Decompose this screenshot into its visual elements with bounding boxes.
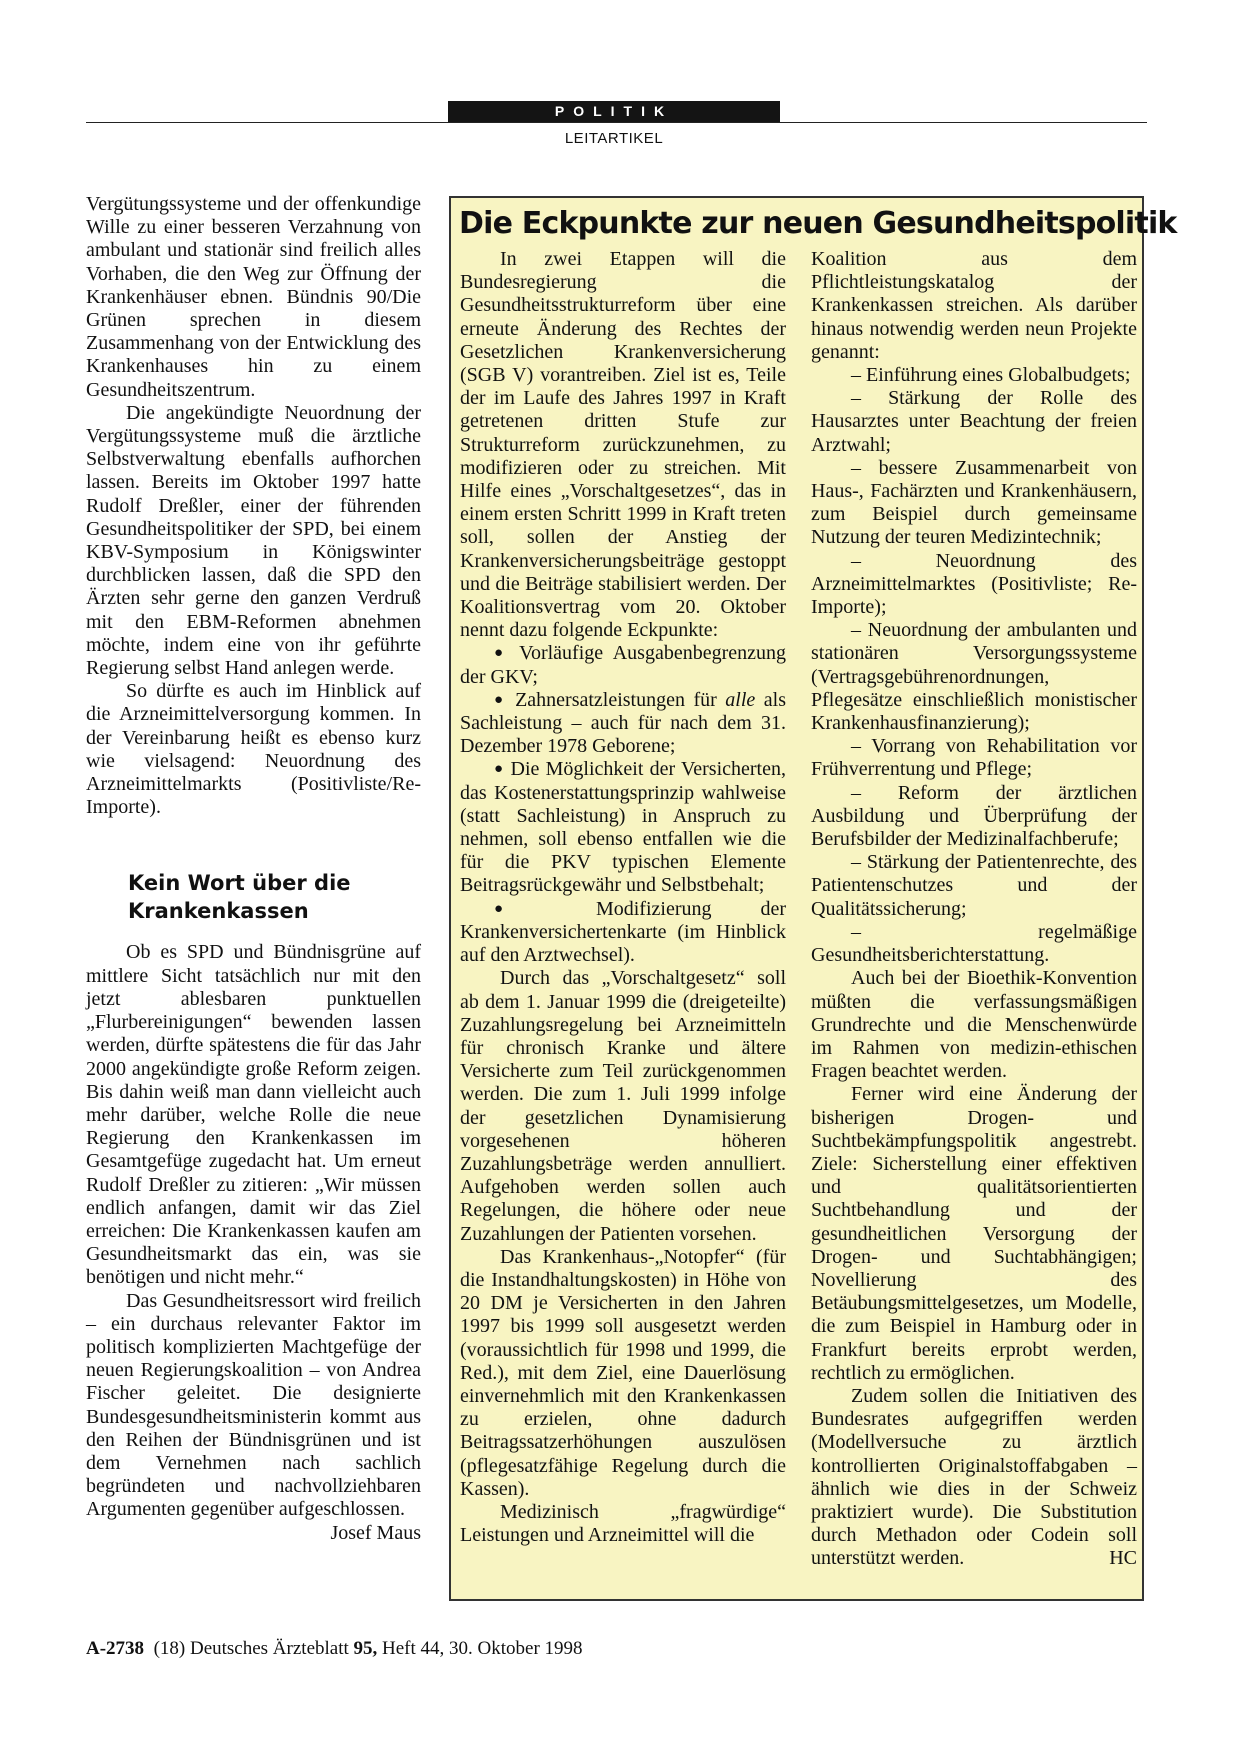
box-column-1: [460, 248, 786, 1547]
subheading-line: Krankenkassen: [128, 899, 309, 924]
page-footer: [86, 1638, 583, 1660]
bullet-text: als Sachleistung – auch für nach dem 31. Dezember 1978 Geborene;: [460, 688, 787, 758]
bullet-text: Vorläufige Ausgabenbegrenzung der GKV;: [460, 642, 786, 688]
box-paragraph: [811, 1385, 1137, 1571]
project-item: – Neuordnung der ambulanten und stationären Versorgungssysteme (Vertragsgebührenordnungen, Pflegesätze einschließlich monistischer Krankenhausfinanzierung);: [811, 619, 1137, 735]
paragraph-text: Das Gesundheitsressort wird freilich – ein durchaus relevanter Faktor im politisch komplizierten Machtgefüge der neuen Regierungskoalition – von Andrea Fischer geleitet. Die designierte Bundesgesundheitsministerin kommt aus den Reihen der Bündnisgrünen und ist dem Vernehmen nach sachlich begründeten und nachvollziehbaren Argumenten gegenüber aufgeschlossen.: [86, 1289, 421, 1521]
box-paragraph: In zwei Etappen will die Bundesregierung die Gesundheitsstrukturreform über eine erneute Änderung des Rechtes der Gesetzlichen Krankenversicherung (SGB V) vorantreiben. Ziel ist es, Teile der im Laufe des Jahres 1997 in Kraft getretenen dritten Stufe zur Strukturreform zurückzunehmen, zu modifizieren oder zu streichen. Mit Hilfe eines „Vorschaltgesetzes“, das in einem ersten Schritt 1999 in Kraft treten soll, sollen der Anstieg der Krankenversicherungsbeiträge gestoppt und die Beiträge stabilisiert werden. Der Koalitionsvertrag vom 20. Oktober nennt dazu folgende Eckpunkte:: [460, 248, 786, 642]
bullet-icon: ●: [494, 645, 509, 662]
bullet-item: [460, 758, 786, 897]
bullet-text: Die Möglichkeit der Versicherten, das Kostenerstattungsprinzip wahlweise (statt Sachleistung) in Anspruch zu nehmen, soll ebenso entfallen wie die für die PKV typischen Elemente Beitragsrückgewähr und Selbstbehalt;: [460, 758, 786, 897]
project-item: – bessere Zusammenarbeit von Haus-, Fachärzten und Krankenhäusern, zum Beispiel durch gemeinsame Nutzung der teuren Medizintechnik;: [811, 456, 1137, 549]
paragraph-text: Zudem sollen die Initiativen des Bundesrates aufgegriffen werden (Modellversuche zu ärztlich kontrollierten Originalstoffabgaben – ähnlich wie dies in der Schweiz praktiziert wurde). Die Substitution durch Methadon oder Codein soll unterstützt werden.: [811, 1384, 1137, 1570]
bullet-icon: ●: [494, 900, 548, 917]
box-paragraph: Koalition aus dem Pflichtleistungskatalog der Krankenkassen streichen. Als darüber hinaus notwendig werden neun Projekte genannt:: [811, 248, 1137, 363]
bullet-item: [460, 689, 786, 759]
subheading: [128, 869, 421, 925]
bullet-icon: ●: [494, 761, 505, 778]
subsection-label: LEITARTIKEL: [564, 130, 664, 147]
journal-citation: (18) Deutsches Ärzteblatt: [153, 1638, 354, 1659]
section-label: POLITIK: [448, 101, 780, 122]
left-column: [86, 193, 421, 1545]
box-paragraph: Durch das „Vorschaltgesetz“ soll ab dem 1. Januar 1999 die (dreigeteilte) Zuzahlungsregelung bei Arzneimitteln für chronisch Kranke und ältere Versicherte zum Teil zurückgenommen werden. Die zum 1. Juli 1999 infolge der gesetzlichen Dynamisierung vorgesehenen höheren Zuzahlungsbeträge werden annulliert. Aufgehoben werden sollen auch Regelungen, die höhere oder neue Zuzahlungen der Patienten vorsehen.: [460, 967, 786, 1245]
journal-issue-date: Heft 44, 30. Oktober 1998: [377, 1638, 583, 1659]
body-paragraph: [86, 1289, 421, 1544]
box-paragraph: Medizinisch „fragwürdige“ Leistungen und Arzneimittel will die: [460, 1500, 786, 1547]
author-name: Josef Maus: [330, 1521, 421, 1544]
body-paragraph: So dürfte es auch im Hinblick auf die Arzneimittelversorgung kommen. In der Vereinbarung heißt es ebenso kurz wie vielsagend: Neuordnung des Arzneimittelmarkts (Positivliste/Re-Importe).: [86, 680, 421, 819]
journal-volume: 95,: [353, 1638, 378, 1659]
emphasis-text: alle: [725, 688, 756, 711]
bullet-text: Modifizierung der Krankenversichertenkarte (im Hinblick auf den Arztwechsel).: [460, 897, 786, 967]
box-paragraph: Ferner wird eine Änderung der bisherigen Drogen- und Suchtbekämpfungspolitik angestrebt. Ziele: Sicherstellung einer effektiven und qualitätsorientierten Suchtbehandlung und der gesundheitlichen Versorgung der Drogen- und Suchtabhängigen; Novellierung des Betäubungsmittelgesetzes, um Modelle, die zum Beispiel in Hamburg oder in Frankfurt bereits erprobt werden, rechtlich zu ermöglichen.: [811, 1083, 1137, 1384]
bullet-text: Zahnersatzleistungen für: [515, 688, 726, 711]
bullet-item: [460, 642, 786, 688]
bullet-icon: ●: [494, 691, 507, 708]
body-paragraph: Ob es SPD und Bündnisgrüne auf mittlere Sicht tatsächlich nur mit den jetzt ablesbaren punktuellen „Flurbereinigungen“ bewenden lassen werden, dürfte spätestens die für das Jahr 2000 angekündigte große Reform zeigen. Bis dahin weiß man dann vielleicht auch mehr darüber, welche Rolle die neue Regierung den Krankenkassen im Gesamtgefüge zugedacht hat. Um erneut Rudolf Dreßler zu zitieren: „Wir müssen endlich anfangen, damit wir das Ziel erreichen: Die Krankenkassen kaufen am Gesundheitsmarkt das ein, was sie benötigen und nicht mehr.“: [86, 941, 421, 1289]
project-item: – regelmäßige Gesundheitsberichterstattung.: [811, 920, 1137, 967]
project-item: – Stärkung der Rolle des Hausarztes unter Beachtung der freien Arztwahl;: [811, 387, 1137, 456]
project-item: – Reform der ärztlichen Ausbildung und Überprüfung der Berufsbilder der Medizinalfachberufe;: [811, 781, 1137, 851]
project-item: – Stärkung der Patientenrechte, des Patientenschutzes und der Qualitätssicherung;: [811, 851, 1137, 920]
body-paragraph: Vergütungssysteme und der offenkundige Wille zu einer besseren Verzahnung von ambulant und stationär sind freilich alles Vorhaben, die den Weg zur Öffnung der Krankenhäuser ebnen. Bündnis 90/Die Grünen sprechen in diesem Zusammenhang von der Entwicklung des Krankenhauses hin zu einem Gesundheitszentrum.: [86, 193, 421, 401]
box-paragraph: Auch bei der Bioethik-Konvention müßten die verfassungsmäßigen Grundrechte und die Menschenwürde im Rahmen von medizin-ethischen Fragen beachtet werden.: [811, 967, 1137, 1083]
body-paragraph: Die angekündigte Neuordnung der Vergütungssysteme muß die ärztliche Selbstverwaltung ebenfalls aufhorchen lassen. Bereits im Oktober 1997 hatte Rudolf Dreßler, einer der führenden Gesundheitspolitiker der SPD, bei einem KBV-Symposium in Königswinter durchblicken lassen, daß die SPD den Ärzten sehr gerne den ganzen Verdruß mit den EBM-Reformen abnehmen möchte, indem eine von ihr geführte Regierung selbst Hand anlegen werde.: [86, 401, 421, 680]
project-item: – Vorrang von Rehabilitation vor Frühverrentung und Pflege;: [811, 735, 1137, 781]
bullet-item: [460, 898, 786, 968]
project-item: – Einführung eines Globalbudgets;: [851, 364, 1131, 387]
box-column-2: [811, 248, 1137, 1571]
page-code: A-2738: [86, 1638, 145, 1659]
box-paragraph: Das Krankenhaus-„Notopfer“ (für die Instandhaltungskosten) in Höhe von 20 DM je Versicherten in den Jahren 1997 bis 1999 soll ausgesetzt werden (voraussichtlich für 1998 und 1999, die Red.), mit dem Ziel, eine Dauerlösung einvernehmlich mit den Krankenkassen zu erzielen, ohne dadurch Beitragssatzerhöhungen auszulösen (pflegesatzfähige Regelung durch die Kassen).: [460, 1245, 786, 1500]
subheading-line: Kein Wort über die: [128, 871, 351, 896]
header-rule: [86, 122, 1147, 123]
box-title: Die Eckpunkte zur neuen Gesundheitspolitik: [459, 206, 1177, 241]
project-item: – Neuordnung des Arzneimittelmarktes (Positivliste; Re-Importe);: [811, 549, 1137, 619]
box-signature: HC: [1109, 1547, 1137, 1570]
